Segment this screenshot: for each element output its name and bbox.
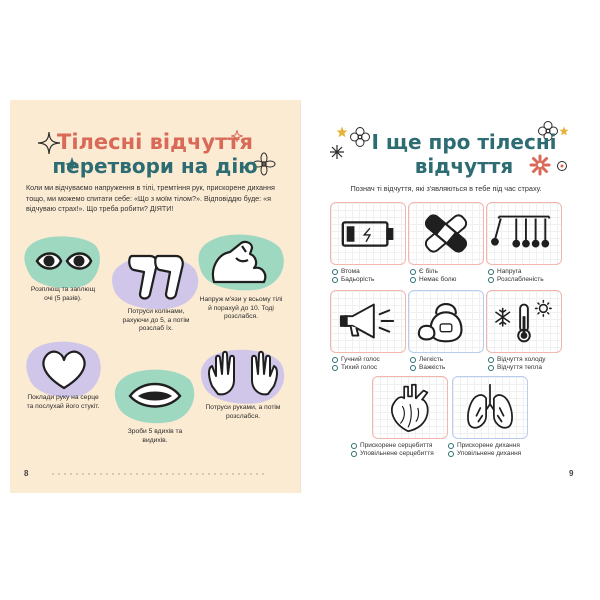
shaking-hands-illustration [198,346,288,406]
mouth-illustration [112,366,198,426]
page-number-right: 9 [569,469,574,478]
right-page [300,100,590,493]
page-number-left: 8 [24,469,29,478]
card-megaphone-options [332,356,380,372]
card-bandage-options [410,268,456,284]
option-rapid-breathing[interactable]: Прискорене дихання [448,442,521,450]
radio-button[interactable] [332,357,338,363]
card-battery [330,202,406,265]
hands-caption: Потруси руками, а потім розслабся. [205,404,281,420]
eyes-illustration [23,233,103,291]
radio-button[interactable] [488,277,494,283]
left-page [10,100,300,493]
star-icon [336,126,348,138]
radio-button[interactable] [488,357,494,363]
option-relaxation[interactable]: Розслабленість [488,276,544,284]
option-slow-heartbeat[interactable]: Уповільнене серцебиття [351,450,434,458]
right-title-line1: І ще про тілесні [371,130,557,154]
left-title-line1: Тілесні відчуття [57,130,253,154]
book-spread [10,100,590,493]
arm-caption: Напруж м'язи у всьому тілі й порахуй до 10. Тоді розслабся. [199,296,283,321]
radio-button[interactable] [410,357,416,363]
card-kettlebell-options [410,356,445,372]
card-lungs [452,376,528,439]
mouth-caption: Зроби 5 вдихів та видихів. [127,428,183,444]
option-tension[interactable]: Напруга [488,268,544,276]
subtitle: Познач ті відчуття, які з'являються в тебе під час страху. [350,184,542,193]
radio-button[interactable] [488,365,494,371]
option-loud-voice[interactable]: Гучний голос [332,356,380,364]
radio-button[interactable] [448,451,454,457]
radio-button[interactable] [410,277,416,283]
card-thermometer [486,290,562,353]
option-feeling-cold[interactable]: Відчуття холоду [488,356,546,364]
card-thermometer-options [488,356,546,372]
card-lungs-options [448,442,521,458]
card-heart-options [351,442,434,458]
intro-text: Коли ми відчуваємо напруження в тілі, тремтіння рук, прискорене дихання тощо, ми можемо спитати себе: «Що з моїм тілом?». Відповіддю буде: «я відчуваю страх!». Що треба робити? ДІЯТИ! [26,183,275,213]
card-heart [372,376,448,439]
radio-button[interactable] [410,365,416,371]
radio-button[interactable] [488,269,494,275]
flexed-arm-illustration [196,232,286,294]
option-quiet-voice[interactable]: Тихий голос [332,364,380,372]
radio-button[interactable] [448,443,454,449]
option-vigor[interactable]: Бадьорість [332,276,374,284]
bandage-icon [409,203,483,264]
eyes-caption: Розплющ та заплющ очі (5 разів). [30,286,96,302]
knees-illustration [110,250,202,312]
heart-illustration [24,338,104,400]
card-newtons-cradle [486,202,562,265]
radio-button[interactable] [410,269,416,275]
option-feeling-warm[interactable]: Відчуття тепла [488,364,546,372]
kettlebell-icon [409,291,483,352]
newtons-cradle-icon [487,203,561,264]
option-pain[interactable]: Є біль [410,268,456,276]
card-kettlebell [408,290,484,353]
left-title-line2: перетвори на дію [52,154,258,178]
card-bandage [408,202,484,265]
option-heaviness[interactable]: Важкість [410,364,445,372]
option-fatigue[interactable]: Втома [332,268,374,276]
radio-button[interactable] [351,451,357,457]
option-rapid-heartbeat[interactable]: Прискорене серцебиття [351,442,434,450]
right-title-line2: відчуття [414,154,514,178]
thermometer-icon [487,291,561,352]
option-no-pain[interactable]: Немає болю [410,276,456,284]
card-megaphone [330,290,406,353]
lungs-icon [453,377,527,438]
option-lightness[interactable]: Легкість [410,356,445,364]
radio-button[interactable] [332,269,338,275]
heart-caption: Поклади руку на серце та послухай його стукіт. [26,394,100,410]
megaphone-icon [331,291,405,352]
radio-button[interactable] [332,277,338,283]
card-battery-options [332,268,374,284]
radio-button[interactable] [332,365,338,371]
sparkle-icon [329,144,345,160]
option-slow-breathing[interactable]: Уповільнене дихання [448,450,521,458]
dotted-divider [50,473,265,475]
knees-caption: Потруси колінами, рахуючи до 5, а потім розслаб їх. [122,308,190,333]
battery-icon [331,203,405,264]
radio-button[interactable] [351,443,357,449]
card-newtons-cradle-options [488,268,544,284]
anatomical-heart-icon [373,377,447,438]
